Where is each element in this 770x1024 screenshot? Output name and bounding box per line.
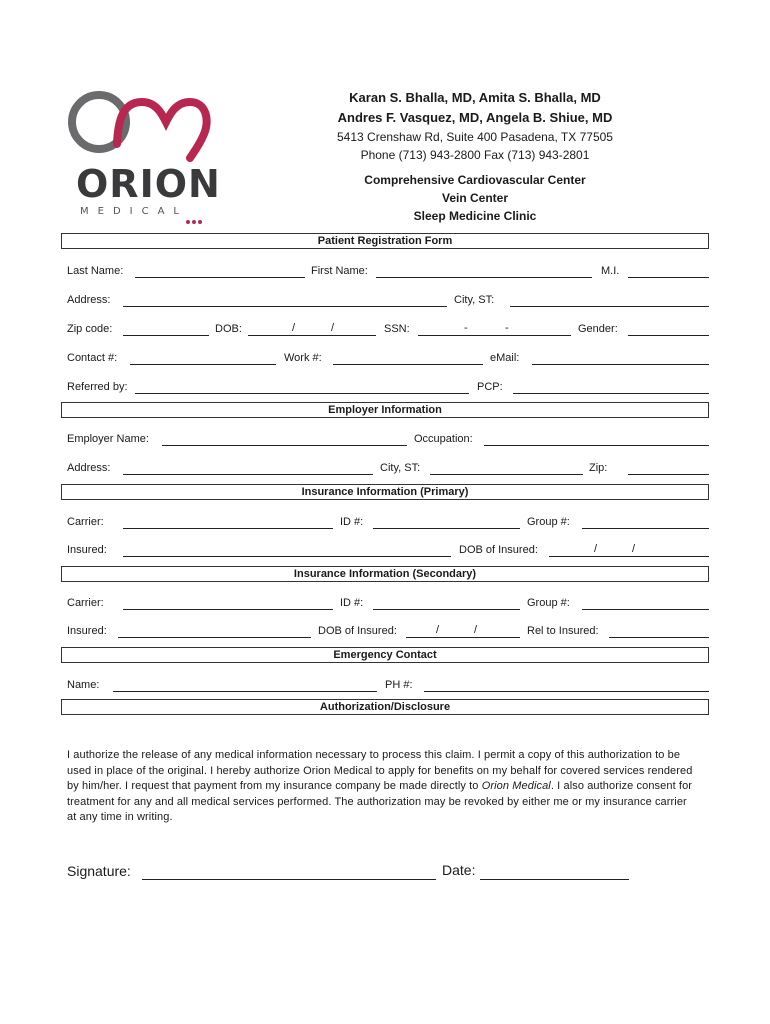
doctors-line-2: Andres F. Vasquez, MD, Angela B. Shiue, MD: [337, 110, 613, 125]
middle-initial-label: M.I.: [601, 265, 620, 277]
section-insurance-primary: Insurance Information (Primary): [61, 484, 709, 500]
address-label: Address:: [67, 294, 111, 306]
employer-zip-field[interactable]: [628, 474, 709, 475]
referred-by-label: Referred by:: [67, 381, 128, 393]
zip-code-field[interactable]: [123, 335, 209, 336]
employer-name-label: Employer Name:: [67, 433, 149, 445]
primary-carrier-label: Carrier:: [67, 516, 104, 528]
employer-address-label: Address:: [67, 462, 111, 474]
gender-field[interactable]: [628, 335, 709, 336]
dob-slash-1: /: [292, 322, 296, 334]
employer-zip-label: Zip:: [589, 462, 608, 474]
pcp-field[interactable]: [513, 393, 709, 394]
last-name-field[interactable]: [135, 277, 305, 278]
practice-header: [300, 88, 650, 225]
work-field[interactable]: [333, 364, 483, 365]
section-patient-registration: Patient Registration Form: [61, 233, 709, 249]
emergency-name-label: Name:: [67, 679, 100, 691]
primary-dob-insured-field[interactable]: [549, 556, 709, 557]
practice-phone-fax: Phone (713) 943-2800 Fax (713) 943-2801: [360, 148, 590, 162]
logo-dots-icon: [186, 211, 206, 215]
dob-slash-2: /: [331, 322, 335, 334]
secondary-id-field[interactable]: [373, 609, 520, 610]
doctors-line-1: Karan S. Bhalla, MD, Amita S. Bhalla, MD: [349, 90, 601, 105]
city-state-label: City, ST:: [454, 294, 495, 306]
section-emergency-contact: Emergency Contact: [61, 647, 709, 663]
date-field[interactable]: [480, 879, 629, 880]
first-name-field[interactable]: [376, 277, 592, 278]
orion-medical-logo: [62, 88, 222, 218]
section-insurance-secondary: Insurance Information (Secondary): [61, 566, 709, 582]
primary-insured-label: Insured:: [67, 544, 107, 556]
ssn-label: SSN:: [384, 323, 410, 335]
secondary-dob-insured-field[interactable]: [406, 637, 520, 638]
secondary-dob-insured-label: DOB of Insured:: [318, 625, 397, 637]
work-label: Work #:: [284, 352, 322, 364]
last-name-label: Last Name:: [67, 265, 124, 277]
secondary-insured-label: Insured:: [67, 625, 107, 637]
date-label: Date:: [442, 862, 476, 878]
primary-dob-slash-1: /: [594, 543, 598, 555]
employer-city-state-label: City, ST:: [380, 462, 421, 474]
section-authorization: Authorization/Disclosure: [61, 699, 709, 715]
primary-id-field[interactable]: [373, 528, 520, 529]
ssn-field[interactable]: [418, 335, 571, 336]
emergency-phone-field[interactable]: [424, 691, 709, 692]
signature-field[interactable]: [142, 879, 436, 880]
zip-code-label: Zip code:: [67, 323, 113, 335]
pcp-label: PCP:: [477, 381, 503, 393]
primary-dob-slash-2: /: [632, 543, 636, 555]
employer-city-state-field[interactable]: [430, 474, 583, 475]
middle-initial-field[interactable]: [628, 277, 709, 278]
logo-subtitle: MEDICAL: [80, 206, 188, 217]
secondary-group-label: Group #:: [527, 597, 570, 609]
dob-field[interactable]: [248, 335, 376, 336]
primary-id-label: ID #:: [340, 516, 364, 528]
occupation-label: Occupation:: [414, 433, 473, 445]
emergency-name-field[interactable]: [113, 691, 377, 692]
contact-field[interactable]: [130, 364, 276, 365]
secondary-insured-field[interactable]: [118, 637, 311, 638]
contact-label: Contact #:: [67, 352, 118, 364]
center-cardiovascular: Comprehensive Cardiovascular Center: [364, 173, 586, 187]
referred-by-field[interactable]: [135, 393, 469, 394]
center-sleep: Sleep Medicine Clinic: [413, 209, 537, 223]
occupation-field[interactable]: [484, 445, 709, 446]
orion-rings-icon: [62, 88, 222, 168]
secondary-group-field[interactable]: [582, 609, 709, 610]
secondary-carrier-field[interactable]: [123, 609, 333, 610]
primary-insured-field[interactable]: [123, 556, 451, 557]
practice-address: 5413 Crenshaw Rd, Suite 400 Pasadena, TX 77505: [337, 130, 613, 144]
ssn-dash-2: -: [505, 322, 509, 334]
dob-label: DOB:: [215, 323, 242, 335]
secondary-id-label: ID #:: [340, 597, 364, 609]
employer-name-field[interactable]: [162, 445, 407, 446]
secondary-dob-slash-1: /: [436, 624, 440, 636]
section-employer: Employer Information: [61, 402, 709, 418]
logo-wordmark: ORION: [76, 162, 221, 206]
primary-group-label: Group #:: [527, 516, 570, 528]
ssn-dash-1: -: [464, 322, 468, 334]
secondary-carrier-label: Carrier:: [67, 597, 104, 609]
gender-label: Gender:: [578, 323, 618, 335]
center-vein: Vein Center: [441, 191, 509, 205]
address-field[interactable]: [123, 306, 447, 307]
secondary-dob-slash-2: /: [474, 624, 478, 636]
primary-group-field[interactable]: [582, 528, 709, 529]
relation-to-insured-field[interactable]: [609, 637, 709, 638]
authorization-emphasis: Orion Medical: [481, 780, 551, 792]
authorization-text: I authorize the release of any medical information necessary to process this claim. I permit a copy of this authorization to be used in place of the original. I hereby authorize Orion Medical to apply for benefits on my behalf for covered services rendered by him/her. I request that payment from my insurance company be made directly to Orion Medical. I also authorize consent for treatment for any and all medical services performed. The authorization may be revoked by either me or my insurance carrier at any time in writing.: [67, 749, 693, 823]
primary-dob-insured-label: DOB of Insured:: [459, 544, 538, 556]
employer-address-field[interactable]: [123, 474, 373, 475]
email-label: eMail:: [490, 352, 520, 364]
email-field[interactable]: [532, 364, 709, 365]
signature-label: Signature:: [67, 863, 131, 879]
primary-carrier-field[interactable]: [123, 528, 333, 529]
emergency-phone-label: PH #:: [385, 679, 413, 691]
first-name-label: First Name:: [311, 265, 368, 277]
city-state-field[interactable]: [510, 306, 709, 307]
relation-to-insured-label: Rel to Insured:: [527, 625, 599, 637]
